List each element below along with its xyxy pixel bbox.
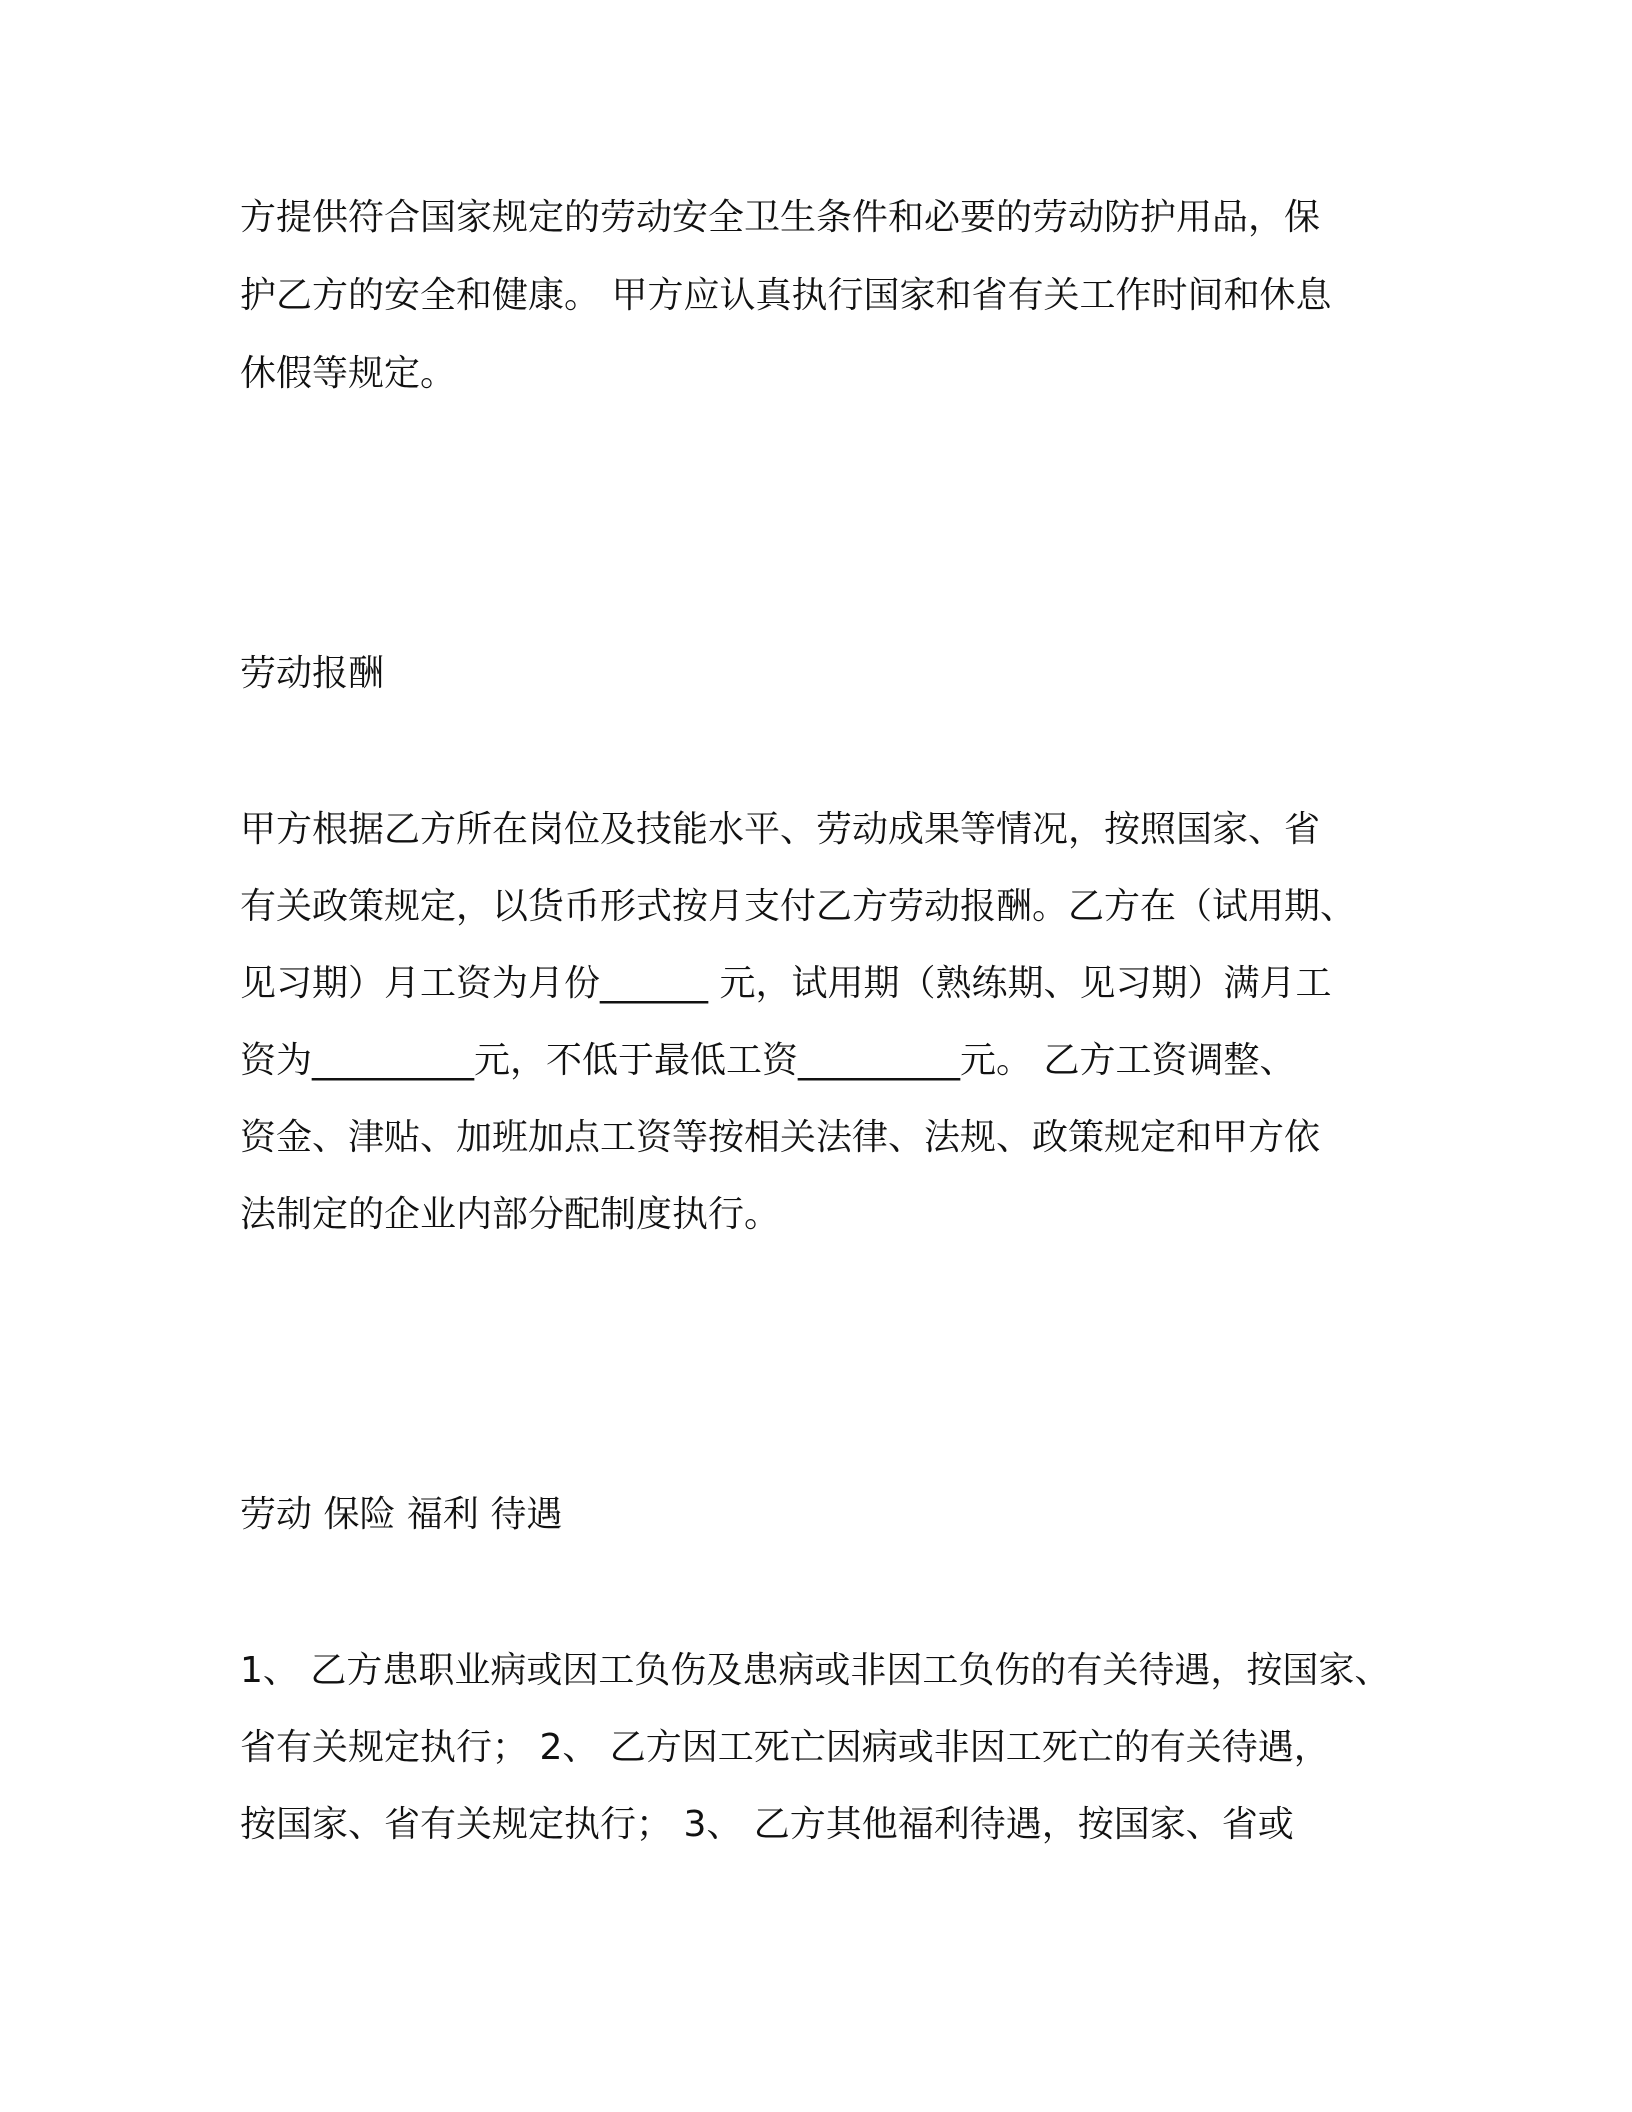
paragraph-line: 见习期）月工资为月份______ 元，试用期（熟练期、见习期）满月工 (240, 963, 1332, 1004)
paragraph-line: 甲方根据乙方所在岗位及技能水平、劳动成果等情况，按照国家、省 (240, 809, 1321, 850)
section-heading-insurance-welfare: 劳动 保险 福利 待遇 (240, 1494, 563, 1535)
paragraph-line: 资为_________元，不低于最低工资_________元。 乙方工资调整、 (240, 1040, 1296, 1081)
paragraph-line: 有关政策规定，以货币形式按月支付乙方劳动报酬。乙方在（试用期、 (240, 886, 1357, 927)
section-heading-labor-remuneration: 劳动报酬 (240, 653, 385, 694)
paragraph-line: 方提供符合国家规定的劳动安全卫生条件和必要的劳动防护用品，保 (240, 197, 1321, 238)
paragraph-line: 1、 乙方患职业病或因工负伤及患病或非因工负伤的有关待遇，按国家、 (240, 1650, 1391, 1691)
paragraph-line: 省有关规定执行； 2、 乙方因工死亡因病或非因工死亡的有关待遇， (240, 1727, 1330, 1768)
paragraph-line: 资金、津贴、加班加点工资等按相关法律、法规、政策规定和甲方依 (240, 1117, 1321, 1158)
paragraph-line: 休假等规定。 (240, 353, 457, 394)
paragraph-line: 法制定的企业内部分配制度执行。 (240, 1194, 781, 1235)
paragraph-line: 按国家、省有关规定执行； 3、 乙方其他福利待遇，按国家、省或 (240, 1804, 1294, 1845)
paragraph-line: 护乙方的安全和健康。 甲方应认真执行国家和省有关工作时间和休息 (240, 275, 1332, 316)
